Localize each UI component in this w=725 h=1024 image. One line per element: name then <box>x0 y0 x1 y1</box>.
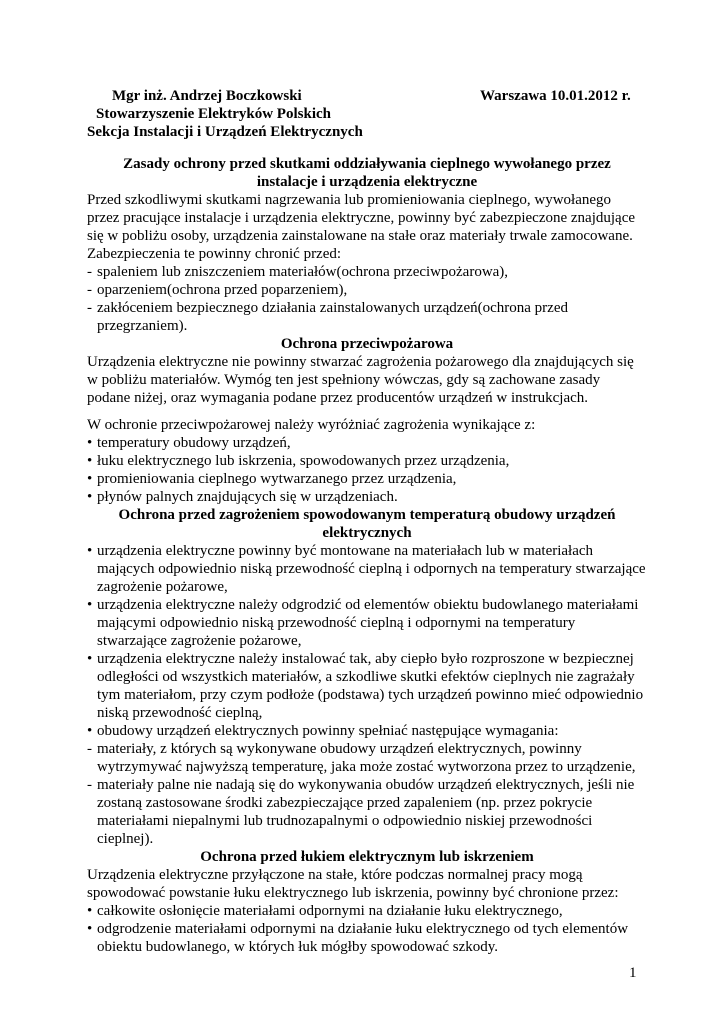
list-item: • obudowy urządzeń elektrycznych powinny spełniać następujące wymagania: <box>87 723 559 739</box>
list-item: • promieniowania cieplnego wytwarzanego przez urządzenia, <box>87 471 457 487</box>
list-item: - oparzeniem(ochrona przed poparzeniem), <box>87 282 348 298</box>
list-item: • temperatury obudowy urządzeń, <box>87 435 291 451</box>
temperature-list <box>87 542 647 848</box>
fire-list <box>87 434 647 506</box>
arc-paragraph: Urządzenia elektryczne przyłączone na stałe, które podczas normalnej pracy mogą spowodować powstanie łuku elektrycznego lub iskrzenia, powinny być chronione przez: <box>87 867 619 901</box>
intro-paragraph: Przed szkodliwymi skutkami nagrzewania lub promieniowania cieplnego, wywołanego przez pracujące instalacje i urządzenia elektryczne, powinny być zabezpieczone znajdujące się w pobliżu osoby, urządzenia zainstalowane na stałe oraz materiały trwale zamocowane. <box>87 192 636 244</box>
list-item: - spaleniem lub zniszczeniem materiałów(ochrona przeciwpożarowa), <box>87 264 509 280</box>
document-body <box>87 155 647 956</box>
list-item: • łuku elektrycznego lub iskrzenia, spowodowanych przez urządzenia, <box>87 453 510 469</box>
section-heading-fire: Ochrona przeciwpożarowa <box>280 336 454 352</box>
list-item: - materiały, z których są wykonywane obudowy urządzeń elektrycznych, powinny wytrzymywać najwyższą temperaturę, jaka może zostać wytworzona przez to urządzenie, <box>87 741 636 775</box>
document-date: Warszawa 10.01.2012 r. <box>480 88 631 104</box>
list-item: - materiały palne nie nadają się do wykonywania obudów urządzeń elektrycznych, jeśli nie zostaną zastosowane środki zabezpieczające przed zapaleniem (np. przez pokrycie materiałami niepalnymi lub trudnozapalnymi o odpowiednio niskiej przewodności cieplnej). <box>87 777 635 847</box>
fire-paragraph: Urządzenia elektryczne nie powinny stwarzać zagrożenia pożarowego dla znajdujących się w pobliżu materiałów. Wymóg ten jest spełniony wówczas, gdy są zachowane zasady podane niżej, oraz wymagania podane przez producentów urządzeń w instrukcjach. <box>87 354 634 406</box>
list-item: • urządzenia elektryczne powinny być montowane na materiałach lub w materiałach mających odpowiednio niską przewodność cieplną i odpornych na temperatury stwarzające zagrożenie pożarowe, <box>87 543 646 595</box>
list-item: • płynów palnych znajdujących się w urządzeniach. <box>87 489 398 505</box>
document-title: Zasady ochrony przed skutkami oddziaływania cieplnego wywołanego przez instalacje i urządzenia elektryczne <box>123 156 611 190</box>
list-item: • całkowite osłonięcie materiałami odpornymi na działanie łuku elektrycznego, <box>87 903 563 919</box>
fire-lead: W ochronie przeciwpożarowej należy wyróżniać zagrożenia wynikające z: <box>87 417 536 433</box>
section-heading-arc: Ochrona przed łukiem elektrycznym lub iskrzeniem <box>200 849 534 865</box>
section-name: Sekcja Instalacji i Urządzeń Elektrycznych <box>87 124 363 140</box>
list-item: • urządzenia elektryczne należy odgrodzić od elementów obiektu budowlanego materiałami mającymi odpowiednio niską przewodność cieplną i odpornymi na temperatury stwarzające zagrożenie pożarowe, <box>87 597 639 649</box>
list-item: - zakłóceniem bezpiecznego działania zainstalowanych urządzeń(ochrona przed przegrzaniem). <box>87 300 568 334</box>
organization-name: Stowarzyszenie Elektryków Polskich <box>96 106 331 122</box>
list-item: • odgrodzenie materiałami odpornymi na działanie łuku elektrycznego od tych elementów obiektu budowlanego, w których łuk mógłby spowodować szkody. <box>87 921 629 955</box>
intro-list <box>87 263 647 335</box>
section-heading-temperature: Ochrona przed zagrożeniem spowodowanym temperaturą obudowy urządzeń elektrycznych <box>118 507 616 541</box>
list-item: • urządzenia elektryczne należy instalować tak, aby ciepło było rozproszone w bezpiecznej odległości od wszystkich materiałów, a szkodliwe skutki efektów cieplnych nie zagrażały tym materiałom, przy czym podłoże (podstawa) tych urządzeń powinno mieć odpowiednio niską przewodność cieplną, <box>87 651 644 721</box>
intro-lead: Zabezpieczenia te powinny chronić przed: <box>87 246 342 262</box>
page-number: 1 <box>629 965 637 981</box>
author-name: Mgr inż. Andrzej Boczkowski <box>112 88 302 104</box>
arc-list <box>87 902 647 956</box>
